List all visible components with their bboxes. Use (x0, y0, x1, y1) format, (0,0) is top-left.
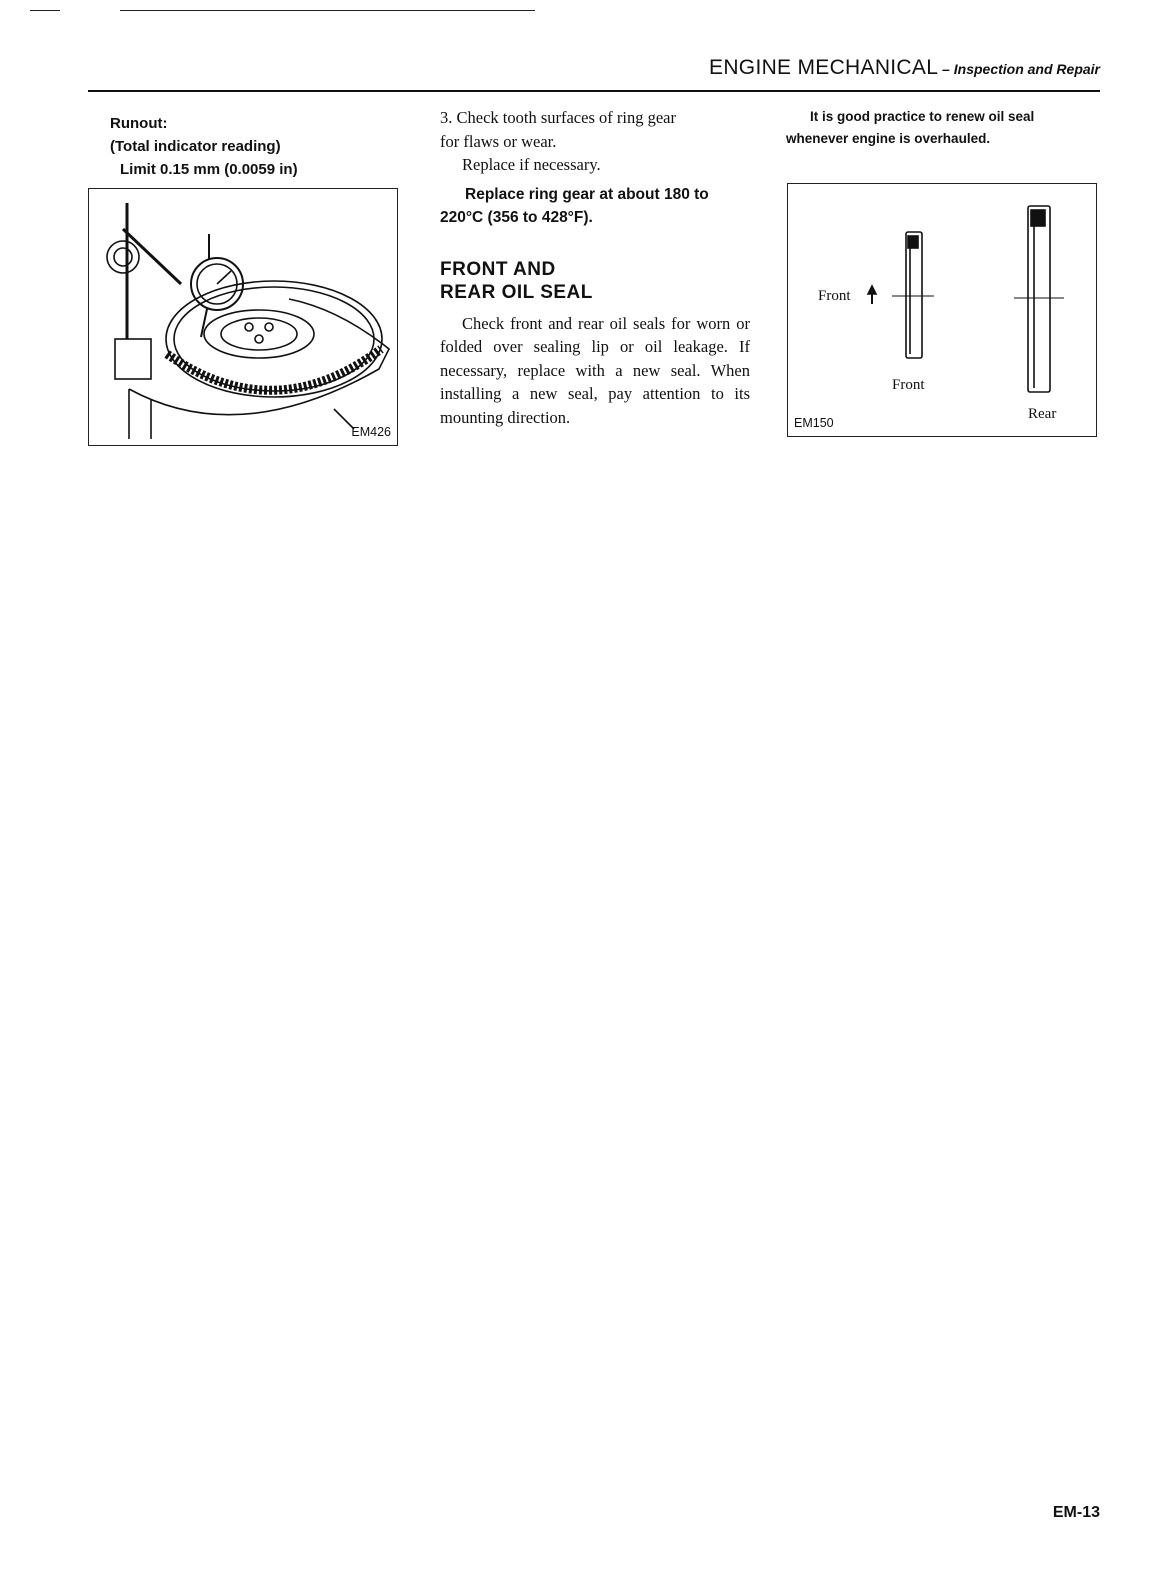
figure-dial-indicator (88, 188, 398, 446)
oil-seal-body: Check front and rear oil seals for worn or folded over sealing lip or oil leakage. If necessary, replace with a new seal. When installing a new seal, pay attention to its mounting direction. (440, 313, 750, 427)
header-separator: – (938, 61, 954, 77)
label-front-arrow: Front (818, 288, 851, 304)
figure-oil-seal-direction (787, 183, 1097, 437)
figure-code-em150: EM150 (794, 416, 834, 430)
oil-seal-note-line1: It is good practice to renew oil seal (810, 109, 1035, 124)
oil-seal-note-line2: whenever engine is overhauled. (786, 131, 991, 146)
dial-indicator-illustration (89, 189, 397, 445)
ring-gear-note-line1: Replace ring gear at about 180 to (465, 185, 709, 203)
oil-seal-cross-section-illustration (788, 184, 1096, 436)
runout-spec (110, 112, 400, 181)
ring-gear-note-line2: 220°C (356 to 428°F). (440, 209, 593, 226)
label-rear-seal: Rear (1028, 406, 1057, 422)
step3-line1: 3. Check tooth surfaces of ring gear (440, 108, 676, 127)
page-header (709, 56, 1100, 80)
runout-title: Runout: (110, 115, 168, 132)
step3-line2: for flaws or wear. (440, 131, 557, 151)
header-rule (88, 90, 1100, 92)
section-heading-oil-seal (440, 258, 750, 304)
header-section: ENGINE MECHANICAL (709, 56, 939, 79)
runout-note: (Total indicator reading) (110, 138, 281, 155)
step3-line3: Replace if necessary. (462, 155, 601, 174)
figure-code-em426: EM426 (351, 425, 391, 439)
heading-line2: REAR OIL SEAL (440, 281, 593, 303)
heading-line1: FRONT AND (440, 258, 556, 280)
page-number: EM-13 (1052, 1504, 1100, 1521)
label-front-seal: Front (892, 377, 925, 393)
top-rule-right (120, 10, 535, 11)
top-rule-left (30, 10, 60, 11)
header-subsection: Inspection and Repair (953, 61, 1100, 77)
ring-gear-and-seal-text (440, 106, 750, 429)
runout-limit: Limit 0.15 mm (0.0059 in) (120, 161, 298, 178)
oil-seal-note (786, 106, 1096, 150)
